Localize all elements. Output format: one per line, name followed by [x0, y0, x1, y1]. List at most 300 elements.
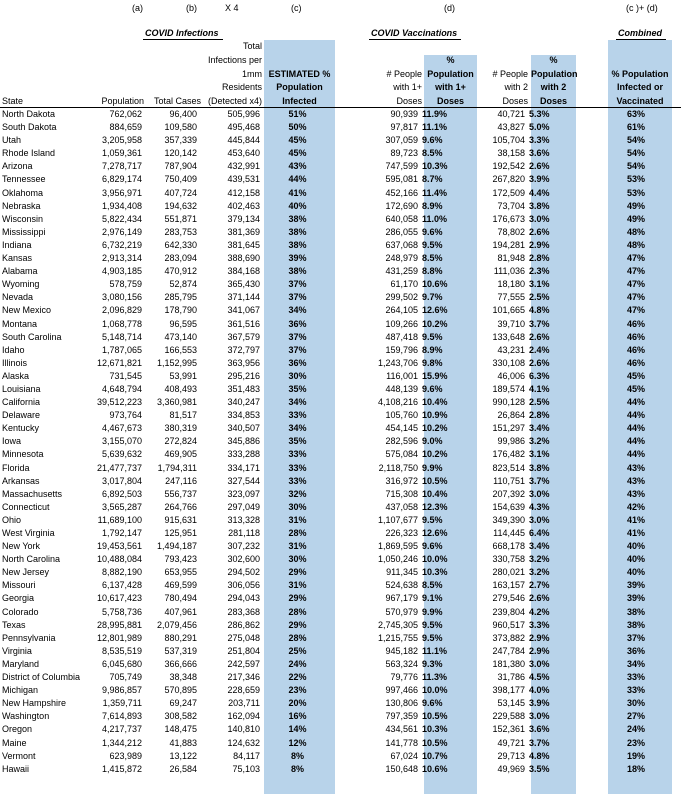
pct-1-dose-cell: 11.1%	[422, 122, 448, 133]
infections-per-1mm-cell: 242,597	[227, 658, 260, 669]
spacer-cell	[572, 134, 604, 147]
pct-1-dose-cell: 8.5%	[422, 580, 443, 591]
spacer-cell	[668, 501, 681, 514]
spacer-cell	[572, 160, 604, 173]
people-1-dose-cell: 797,359	[385, 711, 418, 722]
state-cell: West Virginia	[2, 528, 55, 538]
pct-1-dose-cell: 10.3%	[422, 161, 448, 172]
spacer-cell	[668, 383, 681, 396]
total-cases-cell: 357,339	[164, 135, 197, 146]
spacer-cell	[572, 435, 604, 448]
people-2-doses-cell: 247,784	[492, 645, 525, 656]
header-estimated-1: ESTIMATED %	[268, 69, 331, 79]
table-row	[0, 763, 681, 776]
people-2-doses-cell: 133,648	[492, 331, 525, 342]
spacer-cell	[572, 645, 604, 658]
people-2-doses-cell: 18,180	[497, 279, 525, 290]
combined-pct-cell: 45%	[626, 383, 645, 394]
people-1-dose-cell: 316,972	[385, 475, 418, 486]
infections-per-1mm-cell: 340,247	[227, 397, 260, 408]
people-2-doses-cell: 152,361	[492, 724, 525, 735]
combined-pct-cell: 44%	[626, 449, 645, 460]
population-cell: 1,415,872	[101, 763, 142, 774]
total-cases-cell: 53,991	[169, 370, 197, 381]
estimated-infected-cell: 30%	[288, 554, 307, 565]
estimated-infected-cell: 35%	[288, 383, 307, 394]
people-2-doses-cell: 49,969	[497, 763, 525, 774]
infections-per-1mm-cell: 306,056	[227, 580, 260, 591]
state-cell: Oregon	[2, 724, 33, 735]
state-cell: Michigan	[2, 685, 39, 696]
estimated-infected-cell: 31%	[288, 541, 307, 552]
pct-2-doses-cell: 6.4%	[529, 528, 550, 538]
spacer-cell	[572, 606, 604, 619]
estimated-infected-cell: 33%	[288, 462, 307, 473]
people-1-dose-cell: 1,243,706	[377, 357, 418, 368]
estimated-infected-cell: 33%	[288, 410, 307, 421]
estimated-infected-cell: 37%	[288, 279, 307, 290]
state-cell: Massachusetts	[2, 488, 63, 499]
population-cell: 3,155,070	[101, 436, 142, 447]
estimated-infected-cell: 34%	[288, 397, 307, 408]
infections-per-1mm-cell: 432,991	[227, 161, 260, 172]
combined-pct-cell: 44%	[626, 397, 645, 408]
total-cases-cell: 470,912	[164, 266, 197, 277]
col-letter-d: (d)	[444, 3, 455, 13]
infections-per-1mm-cell: 124,632	[227, 737, 260, 748]
header-combined-3: Vaccinated	[616, 96, 664, 106]
pct-1-dose-cell: 9.5%	[422, 632, 443, 643]
combined-pct-cell: 44%	[626, 436, 645, 447]
state-cell: North Dakota	[2, 109, 56, 119]
estimated-infected-cell: 39%	[288, 253, 307, 264]
table-row	[0, 370, 681, 383]
header-total-cases: Total Cases	[153, 96, 201, 106]
infections-per-1mm-cell: 307,232	[227, 541, 260, 552]
header-pct1-2: Population	[427, 69, 474, 79]
state-cell: California	[2, 397, 41, 408]
pct-2-doses-cell: 4.3%	[529, 501, 550, 512]
spacer-cell	[668, 645, 681, 658]
estimated-infected-cell: 30%	[288, 370, 307, 381]
estimated-infected-cell: 28%	[288, 606, 307, 617]
col-letter-c: (c)	[291, 3, 302, 13]
pct-1-dose-cell: 12.6%	[422, 305, 448, 316]
spacer-cell	[668, 187, 681, 200]
state-cell: Mississippi	[2, 226, 46, 237]
spacer-cell	[668, 448, 681, 461]
spacer-cell	[668, 121, 681, 134]
people-2-doses-cell: 46,006	[497, 370, 525, 381]
header-pct2-4: Doses	[539, 96, 567, 106]
table-row	[0, 187, 681, 200]
state-cell: North Carolina	[2, 554, 61, 565]
population-cell: 5,822,434	[101, 213, 142, 224]
spacer-cell	[668, 710, 681, 723]
pct-1-dose-cell: 9.9%	[422, 462, 443, 473]
pct-2-doses-cell: 3.1%	[529, 449, 550, 460]
total-cases-cell: 120,142	[164, 148, 197, 159]
people-1-dose-cell: 159,796	[385, 344, 418, 355]
table-row	[0, 606, 681, 619]
table-row	[0, 265, 681, 278]
people-2-doses-cell: 43,231	[497, 344, 525, 355]
state-cell: Washington	[2, 711, 50, 722]
estimated-infected-cell: 37%	[288, 344, 307, 355]
state-cell: Pennsylvania	[2, 632, 56, 643]
state-cell: Colorado	[2, 606, 39, 617]
pct-2-doses-cell: 3.9%	[529, 174, 550, 185]
spacer-cell	[572, 475, 604, 488]
combined-pct-cell: 23%	[626, 737, 645, 748]
pct-2-doses-cell: 5.0%	[529, 122, 550, 133]
population-cell: 884,659	[109, 122, 142, 133]
people-1-dose-cell: 715,308	[385, 488, 418, 499]
total-cases-cell: 109,580	[164, 122, 197, 133]
people-1-dose-cell: 116,001	[386, 370, 418, 381]
people-2-doses-cell: 330,108	[492, 357, 525, 368]
table-row	[0, 396, 681, 409]
combined-pct-cell: 46%	[626, 344, 645, 355]
pct-1-dose-cell: 9.5%	[422, 331, 443, 342]
group-underline-infections	[143, 39, 223, 40]
state-cell: Wisconsin	[2, 213, 44, 224]
population-cell: 623,989	[109, 750, 142, 761]
population-cell: 578,759	[109, 279, 142, 290]
pct-2-doses-cell: 3.8%	[529, 462, 550, 473]
total-cases-cell: 3,360,981	[156, 397, 197, 408]
people-1-dose-cell: 282,596	[385, 436, 418, 447]
table-row	[0, 383, 681, 396]
table-row	[0, 501, 681, 514]
state-cell: Rhode Island	[2, 148, 56, 159]
people-1-dose-cell: 640,058	[385, 213, 418, 224]
people-2-doses-cell: 154,639	[492, 501, 525, 512]
people-1-dose-cell: 1,107,677	[377, 514, 418, 525]
state-cell: Nebraska	[2, 200, 41, 211]
pct-1-dose-cell: 11.1%	[422, 645, 448, 656]
people-1-dose-cell: 524,638	[385, 580, 418, 591]
estimated-infected-cell: 16%	[288, 711, 307, 722]
pct-2-doses-cell: 3.6%	[529, 724, 550, 735]
state-cell: Indiana	[2, 239, 32, 250]
infections-per-1mm-cell: 372,797	[227, 344, 260, 355]
people-2-doses-cell: 192,542	[492, 161, 525, 172]
infections-per-1mm-cell: 294,043	[227, 593, 260, 604]
pct-2-doses-cell: 4.2%	[529, 606, 550, 617]
spacer-cell	[668, 108, 681, 121]
spacer-cell	[572, 462, 604, 475]
total-cases-cell: 1,794,311	[157, 462, 197, 473]
total-cases-cell: 407,961	[164, 606, 197, 617]
state-cell: Ohio	[2, 514, 22, 525]
people-2-doses-cell: 151,297	[492, 423, 525, 434]
header-per1m-3: 1mm	[242, 69, 262, 79]
infections-per-1mm-cell: 361,516	[227, 318, 260, 329]
combined-pct-cell: 53%	[626, 187, 645, 198]
combined-pct-cell: 48%	[626, 239, 645, 250]
infections-per-1mm-cell: 334,171	[227, 462, 260, 473]
estimated-infected-cell: 31%	[288, 580, 307, 591]
spacer-cell	[668, 226, 681, 239]
people-2-doses-cell: 990,128	[492, 397, 525, 408]
population-cell: 4,217,737	[101, 724, 142, 735]
table-row	[0, 671, 681, 684]
population-cell: 1,344,212	[101, 737, 142, 748]
total-cases-cell: 148,475	[164, 724, 197, 735]
pct-2-doses-cell: 3.2%	[529, 436, 550, 447]
combined-pct-cell: 40%	[626, 567, 645, 578]
state-cell: Alaska	[2, 370, 30, 381]
spacer-cell	[572, 697, 604, 710]
table-row	[0, 121, 681, 134]
total-cases-cell: 469,905	[164, 449, 197, 460]
people-2-doses-cell: 49,721	[497, 737, 525, 748]
spacer-cell	[668, 370, 681, 383]
pct-1-dose-cell: 15.9%	[422, 370, 448, 381]
combined-pct-cell: 54%	[626, 148, 645, 159]
combined-pct-cell: 46%	[626, 318, 645, 329]
state-cell: Maryland	[2, 658, 40, 669]
estimated-infected-cell: 34%	[288, 305, 307, 316]
spacer-cell	[668, 527, 681, 540]
pct-1-dose-cell: 10.3%	[422, 567, 448, 578]
spacer-cell	[572, 409, 604, 422]
people-1-dose-cell: 637,068	[385, 239, 418, 250]
table-row	[0, 200, 681, 213]
pct-1-dose-cell: 10.5%	[422, 737, 448, 748]
total-cases-cell: 38,348	[169, 672, 197, 683]
pct-2-doses-cell: 2.6%	[529, 161, 550, 172]
pct-2-doses-cell: 3.9%	[529, 698, 550, 709]
combined-pct-cell: 53%	[626, 174, 645, 185]
spacer-cell	[572, 226, 604, 239]
pct-1-dose-cell: 10.6%	[422, 763, 448, 774]
spacer-cell	[668, 658, 681, 671]
people-2-doses-cell: 267,820	[492, 174, 525, 185]
state-cell: District of Columbia	[2, 672, 81, 683]
estimated-infected-cell: 29%	[288, 619, 307, 630]
infections-per-1mm-cell: 381,645	[227, 239, 260, 250]
header-pct1-1: %	[446, 55, 455, 65]
table-row	[0, 435, 681, 448]
people-2-doses-cell: 26,864	[497, 410, 525, 421]
estimated-infected-cell: 37%	[288, 331, 307, 342]
infections-per-1mm-cell: 388,690	[227, 253, 260, 264]
estimated-infected-cell: 36%	[288, 357, 307, 368]
people-2-doses-cell: 229,588	[492, 711, 525, 722]
people-2-doses-cell: 194,281	[492, 239, 525, 250]
people-1-dose-cell: 226,323	[385, 528, 418, 538]
people-2-doses-cell: 43,827	[497, 122, 525, 133]
people-2-doses-cell: 163,157	[492, 580, 525, 591]
pct-1-dose-cell: 10.2%	[422, 318, 448, 329]
spacer-cell	[668, 697, 681, 710]
total-cases-cell: 880,291	[164, 632, 197, 643]
total-cases-cell: 473,140	[164, 331, 197, 342]
estimated-infected-cell: 23%	[288, 685, 307, 696]
state-cell: Missouri	[2, 580, 36, 591]
people-1-dose-cell: 150,648	[385, 763, 418, 774]
spacer-cell	[668, 579, 681, 592]
population-cell: 5,758,736	[101, 606, 142, 617]
header-people2-2: with 2	[504, 82, 528, 92]
people-2-doses-cell: 189,574	[492, 383, 525, 394]
total-cases-cell: 551,871	[164, 213, 197, 224]
combined-pct-cell: 33%	[626, 685, 645, 696]
estimated-infected-cell: 38%	[288, 226, 307, 237]
table-row	[0, 134, 681, 147]
group-header-combined: Combined	[618, 28, 662, 38]
pct-2-doses-cell: 3.7%	[529, 318, 550, 329]
header-estimated-3: Infected	[282, 96, 317, 106]
col-letter-x4: X 4	[225, 3, 239, 13]
state-cell: New Mexico	[2, 305, 52, 316]
combined-pct-cell: 40%	[626, 541, 645, 552]
population-cell: 4,648,794	[101, 383, 142, 394]
spacer-cell	[668, 304, 681, 317]
col-letter-b: (b)	[186, 3, 197, 13]
pct-1-dose-cell: 9.7%	[422, 292, 443, 303]
infections-per-1mm-cell: 217,346	[227, 672, 260, 683]
people-1-dose-cell: 4,108,216	[377, 397, 418, 408]
pct-1-dose-cell: 12.6%	[422, 528, 448, 538]
people-2-doses-cell: 823,514	[492, 462, 525, 473]
state-cell: Oklahoma	[2, 187, 44, 198]
infections-per-1mm-cell: 453,640	[227, 148, 260, 159]
total-cases-cell: 264,766	[164, 501, 197, 512]
total-cases-cell: 283,753	[164, 226, 197, 237]
pct-2-doses-cell: 3.1%	[529, 279, 550, 290]
spacer-cell	[572, 291, 604, 304]
infections-per-1mm-cell: 294,502	[227, 567, 260, 578]
pct-2-doses-cell: 2.6%	[529, 331, 550, 342]
pct-1-dose-cell: 10.7%	[422, 750, 448, 761]
estimated-infected-cell: 33%	[288, 475, 307, 486]
spacer-cell	[668, 396, 681, 409]
pct-1-dose-cell: 10.2%	[422, 423, 448, 434]
header-per1m-5: (Detected x4)	[207, 96, 262, 106]
combined-pct-cell: 27%	[626, 711, 645, 722]
state-cell: Maine	[2, 737, 27, 748]
total-cases-cell: 178,790	[164, 305, 197, 316]
people-2-doses-cell: 77,555	[497, 292, 525, 303]
pct-2-doses-cell: 4.1%	[529, 383, 550, 394]
people-1-dose-cell: 130,806	[385, 698, 418, 709]
infections-per-1mm-cell: 323,097	[227, 488, 260, 499]
estimated-infected-cell: 29%	[288, 567, 307, 578]
infections-per-1mm-cell: 340,507	[227, 423, 260, 434]
people-2-doses-cell: 39,710	[497, 318, 525, 329]
table-row	[0, 658, 681, 671]
spacer-cell	[668, 475, 681, 488]
pct-1-dose-cell: 9.6%	[422, 698, 443, 709]
infections-per-1mm-cell: 505,996	[227, 109, 260, 119]
combined-pct-cell: 43%	[626, 488, 645, 499]
combined-pct-cell: 47%	[626, 279, 645, 290]
total-cases-cell: 166,553	[164, 344, 197, 355]
people-1-dose-cell: 448,139	[385, 383, 418, 394]
header-people1-3: Doses	[396, 96, 422, 106]
people-2-doses-cell: 398,177	[492, 685, 525, 696]
infections-per-1mm-cell: 351,483	[227, 383, 260, 394]
total-cases-cell: 247,116	[165, 475, 197, 486]
people-1-dose-cell: 67,024	[390, 750, 418, 761]
spacer-cell	[572, 147, 604, 160]
total-cases-cell: 125,951	[164, 528, 197, 538]
population-cell: 2,913,314	[101, 253, 142, 264]
pct-1-dose-cell: 10.5%	[422, 711, 448, 722]
total-cases-cell: 81,517	[169, 410, 197, 421]
pct-1-dose-cell: 10.9%	[422, 410, 448, 421]
infections-per-1mm-cell: 313,328	[227, 514, 260, 525]
pct-1-dose-cell: 10.4%	[422, 488, 448, 499]
pct-2-doses-cell: 2.5%	[529, 397, 550, 408]
combined-pct-cell: 45%	[626, 370, 645, 381]
people-2-doses-cell: 176,482	[492, 449, 525, 460]
pct-1-dose-cell: 11.3%	[422, 672, 448, 683]
pct-2-doses-cell: 3.3%	[529, 619, 550, 630]
infections-per-1mm-cell: 495,468	[227, 122, 260, 133]
combined-pct-cell: 44%	[626, 423, 645, 434]
people-1-dose-cell: 967,179	[385, 593, 418, 604]
pct-1-dose-cell: 9.5%	[422, 239, 443, 250]
total-cases-cell: 1,152,995	[156, 357, 197, 368]
pct-1-dose-cell: 8.7%	[422, 174, 443, 185]
estimated-infected-cell: 8%	[290, 750, 304, 761]
total-cases-cell: 96,595	[169, 318, 197, 329]
combined-pct-cell: 47%	[626, 292, 645, 303]
total-cases-cell: 556,737	[164, 488, 197, 499]
pct-1-dose-cell: 8.8%	[422, 266, 443, 277]
people-1-dose-cell: 911,345	[386, 567, 418, 578]
spacer-cell	[668, 435, 681, 448]
people-2-doses-cell: 181,380	[492, 658, 525, 669]
pct-2-doses-cell: 2.9%	[529, 645, 550, 656]
pct-2-doses-cell: 3.2%	[529, 554, 550, 565]
population-cell: 6,045,680	[101, 658, 142, 669]
combined-pct-cell: 47%	[626, 266, 645, 277]
infections-per-1mm-cell: 281,118	[228, 528, 260, 538]
population-cell: 6,829,174	[101, 174, 142, 185]
pct-2-doses-cell: 5.3%	[529, 109, 550, 119]
spacer-cell	[572, 737, 604, 750]
total-cases-cell: 96,400	[169, 109, 197, 119]
people-1-dose-cell: 434,561	[385, 724, 418, 735]
combined-pct-cell: 54%	[626, 161, 645, 172]
spacer-cell	[668, 723, 681, 736]
estimated-infected-cell: 44%	[288, 174, 307, 185]
population-cell: 6,892,503	[101, 488, 142, 499]
people-1-dose-cell: 109,266	[385, 318, 418, 329]
estimated-infected-cell: 37%	[288, 292, 307, 303]
people-1-dose-cell: 61,170	[390, 279, 418, 290]
pct-1-dose-cell: 10.0%	[422, 554, 448, 565]
estimated-infected-cell: 29%	[288, 593, 307, 604]
combined-pct-cell: 40%	[626, 554, 645, 565]
spacer-cell	[572, 592, 604, 605]
infections-per-1mm-cell: 275,048	[227, 632, 260, 643]
people-2-doses-cell: 330,758	[492, 554, 525, 565]
spacer-cell	[668, 252, 681, 265]
people-1-dose-cell: 570,979	[385, 606, 418, 617]
population-cell: 10,488,084	[96, 554, 142, 565]
people-2-doses-cell: 99,986	[497, 436, 525, 447]
table-row	[0, 566, 681, 579]
population-cell: 12,801,989	[96, 632, 142, 643]
header-pct1-3: with 1+	[435, 82, 466, 92]
spacer-cell	[572, 501, 604, 514]
